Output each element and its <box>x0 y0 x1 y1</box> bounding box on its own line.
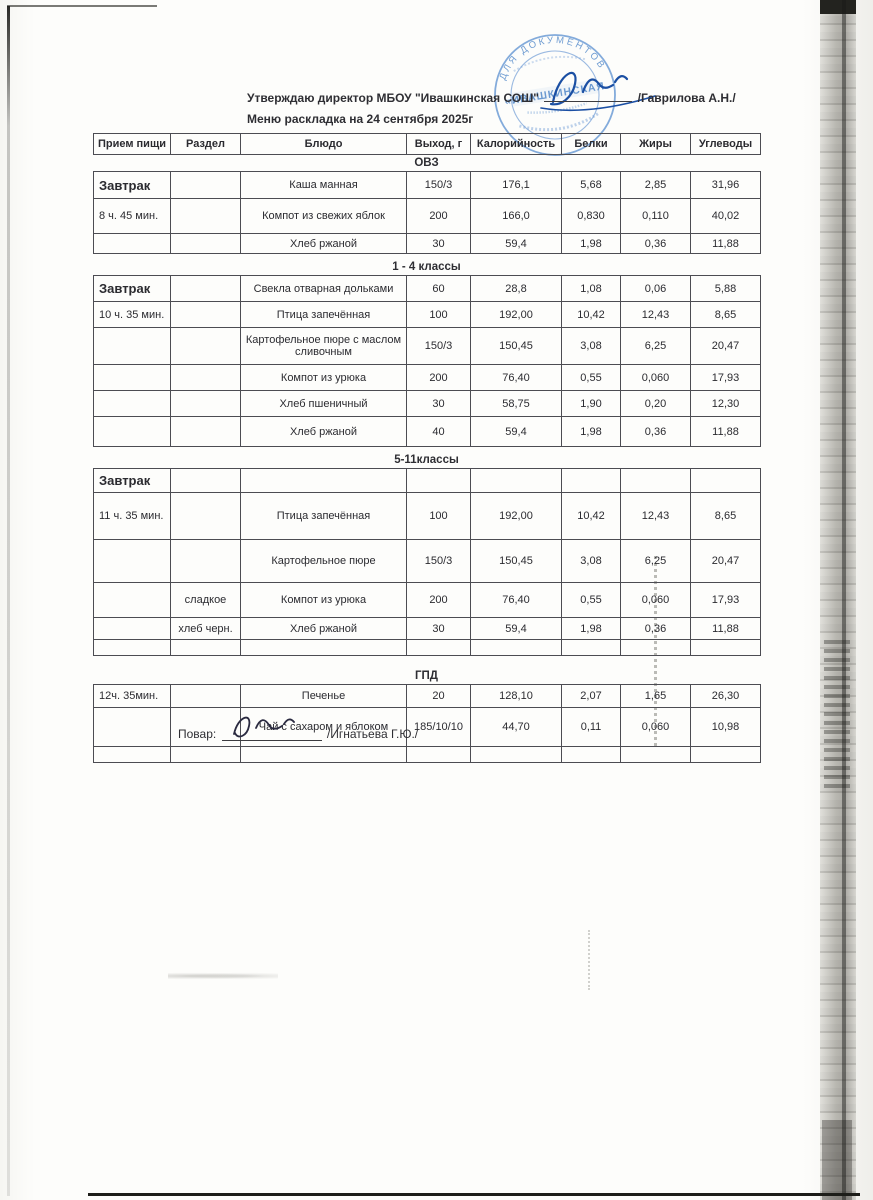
cell-razdel <box>171 469 241 493</box>
cell-protein: 5,68 <box>562 172 621 199</box>
cell-razdel: хлеб черн. <box>171 618 241 640</box>
cell-out <box>407 640 471 656</box>
cell-carbs: 8,65 <box>691 302 761 328</box>
section-title: 5-11классы <box>394 454 459 466</box>
cell-dish: Чай с сахаром и яблоком <box>241 708 407 747</box>
table-row <box>94 276 761 302</box>
cell-razdel <box>171 199 241 234</box>
cell-dish: Хлеб ржаной <box>241 234 407 254</box>
scan-artifact-top-edge <box>7 5 157 7</box>
cell-kcal: 28,8 <box>471 276 562 302</box>
cell-dish: Компот из урюка <box>241 365 407 391</box>
cell-dish: Хлеб пшеничный <box>241 391 407 417</box>
section-grades-1-4 <box>93 259 760 447</box>
cell-fat: 1,65 <box>621 685 691 708</box>
cell-razdel: сладкое <box>171 583 241 618</box>
cell-fat: 6,25 <box>621 328 691 365</box>
cell-meal: Завтрак <box>94 172 171 199</box>
cook-signature-line <box>222 726 322 741</box>
cell-out: 30 <box>407 234 471 254</box>
section-gpd <box>93 668 760 763</box>
header-cell: Раздел <box>171 134 241 155</box>
menu-table <box>93 468 761 656</box>
cell-carbs: 8,65 <box>691 493 761 540</box>
table-row <box>94 234 761 254</box>
table-row <box>94 172 761 199</box>
cell-protein: 3,08 <box>562 540 621 583</box>
cell-dish <box>241 747 407 763</box>
table-row <box>94 302 761 328</box>
cell-dish <box>241 640 407 656</box>
cell-out: 200 <box>407 583 471 618</box>
cell-kcal: 76,40 <box>471 583 562 618</box>
cell-dish: Птица запечённая <box>241 493 407 540</box>
table-row <box>94 199 761 234</box>
table-row <box>94 365 761 391</box>
cell-out: 60 <box>407 276 471 302</box>
cell-kcal: 150,45 <box>471 328 562 365</box>
table-row <box>94 417 761 447</box>
scan-smudge <box>168 972 278 980</box>
table-row <box>94 328 761 365</box>
section-grades-5-11 <box>93 452 760 656</box>
cell-out: 150/3 <box>407 328 471 365</box>
cell-fat: 0,36 <box>621 417 691 447</box>
table-row <box>94 640 761 656</box>
cell-kcal: 44,70 <box>471 708 562 747</box>
cell-fat: 0,060 <box>621 583 691 618</box>
approval-line <box>247 90 736 105</box>
cell-out <box>407 469 471 493</box>
menu-header-table <box>93 133 761 155</box>
menu-sections <box>93 155 760 763</box>
cell-meal <box>94 747 171 763</box>
cell-razdel <box>171 391 241 417</box>
cell-carbs: 11,88 <box>691 234 761 254</box>
cell-carbs: 20,47 <box>691 540 761 583</box>
cell-razdel <box>171 365 241 391</box>
cell-fat: 0,060 <box>621 708 691 747</box>
scan-blotch <box>822 1120 852 1200</box>
page-title: Меню раскладка на 24 сентября 2025г <box>247 112 474 126</box>
cell-meal <box>94 328 171 365</box>
cell-meal: 8 ч. 45 мин. <box>94 199 171 234</box>
cell-out: 40 <box>407 417 471 447</box>
cell-carbs: 17,93 <box>691 365 761 391</box>
menu-table <box>93 171 761 254</box>
cell-protein: 3,08 <box>562 328 621 365</box>
menu-table <box>93 275 761 447</box>
cook-signature <box>226 710 316 740</box>
header-cell: Прием пищи <box>94 134 171 155</box>
cell-razdel <box>171 276 241 302</box>
cell-fat: 12,43 <box>621 493 691 540</box>
cell-fat: 0,060 <box>621 365 691 391</box>
table-row <box>94 493 761 540</box>
cell-razdel <box>171 172 241 199</box>
cell-kcal: 166,0 <box>471 199 562 234</box>
cell-razdel <box>171 302 241 328</box>
cell-razdel <box>171 417 241 447</box>
cell-protein: 1,98 <box>562 618 621 640</box>
scan-artifact-bottom-edge <box>88 1193 860 1196</box>
table-row <box>94 618 761 640</box>
cell-out: 200 <box>407 199 471 234</box>
cell-out: 100 <box>407 302 471 328</box>
cell-kcal: 59,4 <box>471 417 562 447</box>
cell-meal <box>94 583 171 618</box>
cell-fat: 0,36 <box>621 234 691 254</box>
stamp-arc-text: ДЛЯ ДОКУМЕНТОВ <box>497 34 608 82</box>
cell-meal <box>94 365 171 391</box>
cook-name: /Игнатьева Г.Ю./ <box>326 727 419 741</box>
cell-protein: 1,98 <box>562 234 621 254</box>
cell-dish: Каша манная <box>241 172 407 199</box>
header-cell: Блюдо <box>241 134 407 155</box>
cell-carbs <box>691 640 761 656</box>
cell-protein: 0,830 <box>562 199 621 234</box>
section-title: ГПД <box>415 670 438 682</box>
cell-fat: 0,36 <box>621 618 691 640</box>
cell-out: 150/3 <box>407 540 471 583</box>
header-cell: Калорийность <box>471 134 562 155</box>
cell-fat <box>621 640 691 656</box>
cell-out: 20 <box>407 685 471 708</box>
cell-dish: Хлеб ржаной <box>241 618 407 640</box>
cell-meal: 10 ч. 35 мин. <box>94 302 171 328</box>
cell-protein: 1,08 <box>562 276 621 302</box>
cell-razdel <box>171 747 241 763</box>
cell-kcal: 192,00 <box>471 302 562 328</box>
scan-fold-dots <box>588 930 590 990</box>
cell-protein: 2,07 <box>562 685 621 708</box>
cell-protein: 10,42 <box>562 493 621 540</box>
cell-meal <box>94 618 171 640</box>
cell-protein: 1,90 <box>562 391 621 417</box>
cell-carbs <box>691 469 761 493</box>
cell-meal: Завтрак <box>94 469 171 493</box>
cell-out: 30 <box>407 618 471 640</box>
cell-kcal: 128,10 <box>471 685 562 708</box>
cell-meal <box>94 540 171 583</box>
cell-dish: Свекла отварная дольками <box>241 276 407 302</box>
cell-dish: Картофельное пюре с маслом сливочным <box>241 328 407 365</box>
header-cell: Жиры <box>621 134 691 155</box>
cell-meal: 11 ч. 35 мин. <box>94 493 171 540</box>
cell-out: 150/3 <box>407 172 471 199</box>
approval-text: Утверждаю директор МБОУ "Ивашкинская СОШ" <box>247 91 539 105</box>
signature-line <box>544 90 632 102</box>
cell-razdel <box>171 234 241 254</box>
cell-protein: 10,42 <box>562 302 621 328</box>
cell-meal <box>94 708 171 747</box>
cell-carbs: 20,47 <box>691 328 761 365</box>
cell-fat: 6,25 <box>621 540 691 583</box>
cell-protein: 0,55 <box>562 365 621 391</box>
header-row <box>94 134 761 155</box>
cell-protein <box>562 640 621 656</box>
section-ovz <box>93 155 760 254</box>
cell-dish: Хлеб ржаной <box>241 417 407 447</box>
cell-dish: Картофельное пюре <box>241 540 407 583</box>
scan-blotch <box>824 640 850 790</box>
cell-dish: Птица запечённая <box>241 302 407 328</box>
cell-razdel <box>171 493 241 540</box>
cell-fat: 12,43 <box>621 302 691 328</box>
table-row <box>94 583 761 618</box>
cell-carbs <box>691 747 761 763</box>
cell-kcal: 192,00 <box>471 493 562 540</box>
section-title: ОВЗ <box>414 157 439 169</box>
cell-kcal: 76,40 <box>471 365 562 391</box>
approval-name: /Гаврилова А.Н./ <box>637 91 736 105</box>
cell-meal: Завтрак <box>94 276 171 302</box>
cell-protein: 1,98 <box>562 417 621 447</box>
cell-razdel <box>171 540 241 583</box>
cell-carbs: 26,30 <box>691 685 761 708</box>
cell-carbs: 31,96 <box>691 172 761 199</box>
header-cell: Выход, г <box>407 134 471 155</box>
cell-carbs: 12,30 <box>691 391 761 417</box>
cell-kcal: 59,4 <box>471 618 562 640</box>
cell-out: 200 <box>407 365 471 391</box>
cell-dish: Компот из урюка <box>241 583 407 618</box>
cell-razdel <box>171 640 241 656</box>
scan-artifact-left-edge <box>7 6 10 1196</box>
cell-fat <box>621 469 691 493</box>
cook-label: Повар: <box>178 727 217 741</box>
cell-meal <box>94 417 171 447</box>
cell-fat: 0,06 <box>621 276 691 302</box>
cell-kcal <box>471 747 562 763</box>
cell-kcal: 176,1 <box>471 172 562 199</box>
cell-meal <box>94 640 171 656</box>
table-row <box>94 540 761 583</box>
table-row <box>94 391 761 417</box>
cell-fat: 0,20 <box>621 391 691 417</box>
cell-out <box>407 747 471 763</box>
cell-carbs: 10,98 <box>691 708 761 747</box>
cell-razdel <box>171 685 241 708</box>
cell-protein <box>562 747 621 763</box>
cell-carbs: 17,93 <box>691 583 761 618</box>
cell-out: 100 <box>407 493 471 540</box>
header-cell: Углеводы <box>691 134 761 155</box>
scan-artifact-right-edge <box>820 0 856 1200</box>
cell-out: 185/10/10 <box>407 708 471 747</box>
cell-meal: 12ч. 35мин. <box>94 685 171 708</box>
cell-out: 30 <box>407 391 471 417</box>
cell-protein <box>562 469 621 493</box>
cell-dish <box>241 469 407 493</box>
cell-meal <box>94 234 171 254</box>
cell-protein: 0,55 <box>562 583 621 618</box>
cell-carbs: 40,02 <box>691 199 761 234</box>
table-row <box>94 685 761 708</box>
cook-line <box>178 726 418 741</box>
cell-meal <box>94 391 171 417</box>
cell-carbs: 11,88 <box>691 618 761 640</box>
cell-fat: 2,85 <box>621 172 691 199</box>
cell-razdel <box>171 328 241 365</box>
cell-carbs: 5,88 <box>691 276 761 302</box>
section-title: 1 - 4 классы <box>392 261 461 273</box>
header-cell: Белки <box>562 134 621 155</box>
menu-table <box>93 684 761 763</box>
cell-kcal: 59,4 <box>471 234 562 254</box>
director-signature <box>535 60 670 118</box>
cell-kcal: 150,45 <box>471 540 562 583</box>
cell-protein: 0,11 <box>562 708 621 747</box>
cell-fat <box>621 747 691 763</box>
cell-fat: 0,110 <box>621 199 691 234</box>
cell-dish: Компот из свежих яблок <box>241 199 407 234</box>
cell-kcal <box>471 640 562 656</box>
cell-dish: Печенье <box>241 685 407 708</box>
table-row <box>94 747 761 763</box>
cell-carbs: 11,88 <box>691 417 761 447</box>
cell-kcal <box>471 469 562 493</box>
stamp-center-text: «ИВАШКИНСКАЯ <box>503 80 606 108</box>
cell-kcal: 58,75 <box>471 391 562 417</box>
table-row <box>94 469 761 493</box>
